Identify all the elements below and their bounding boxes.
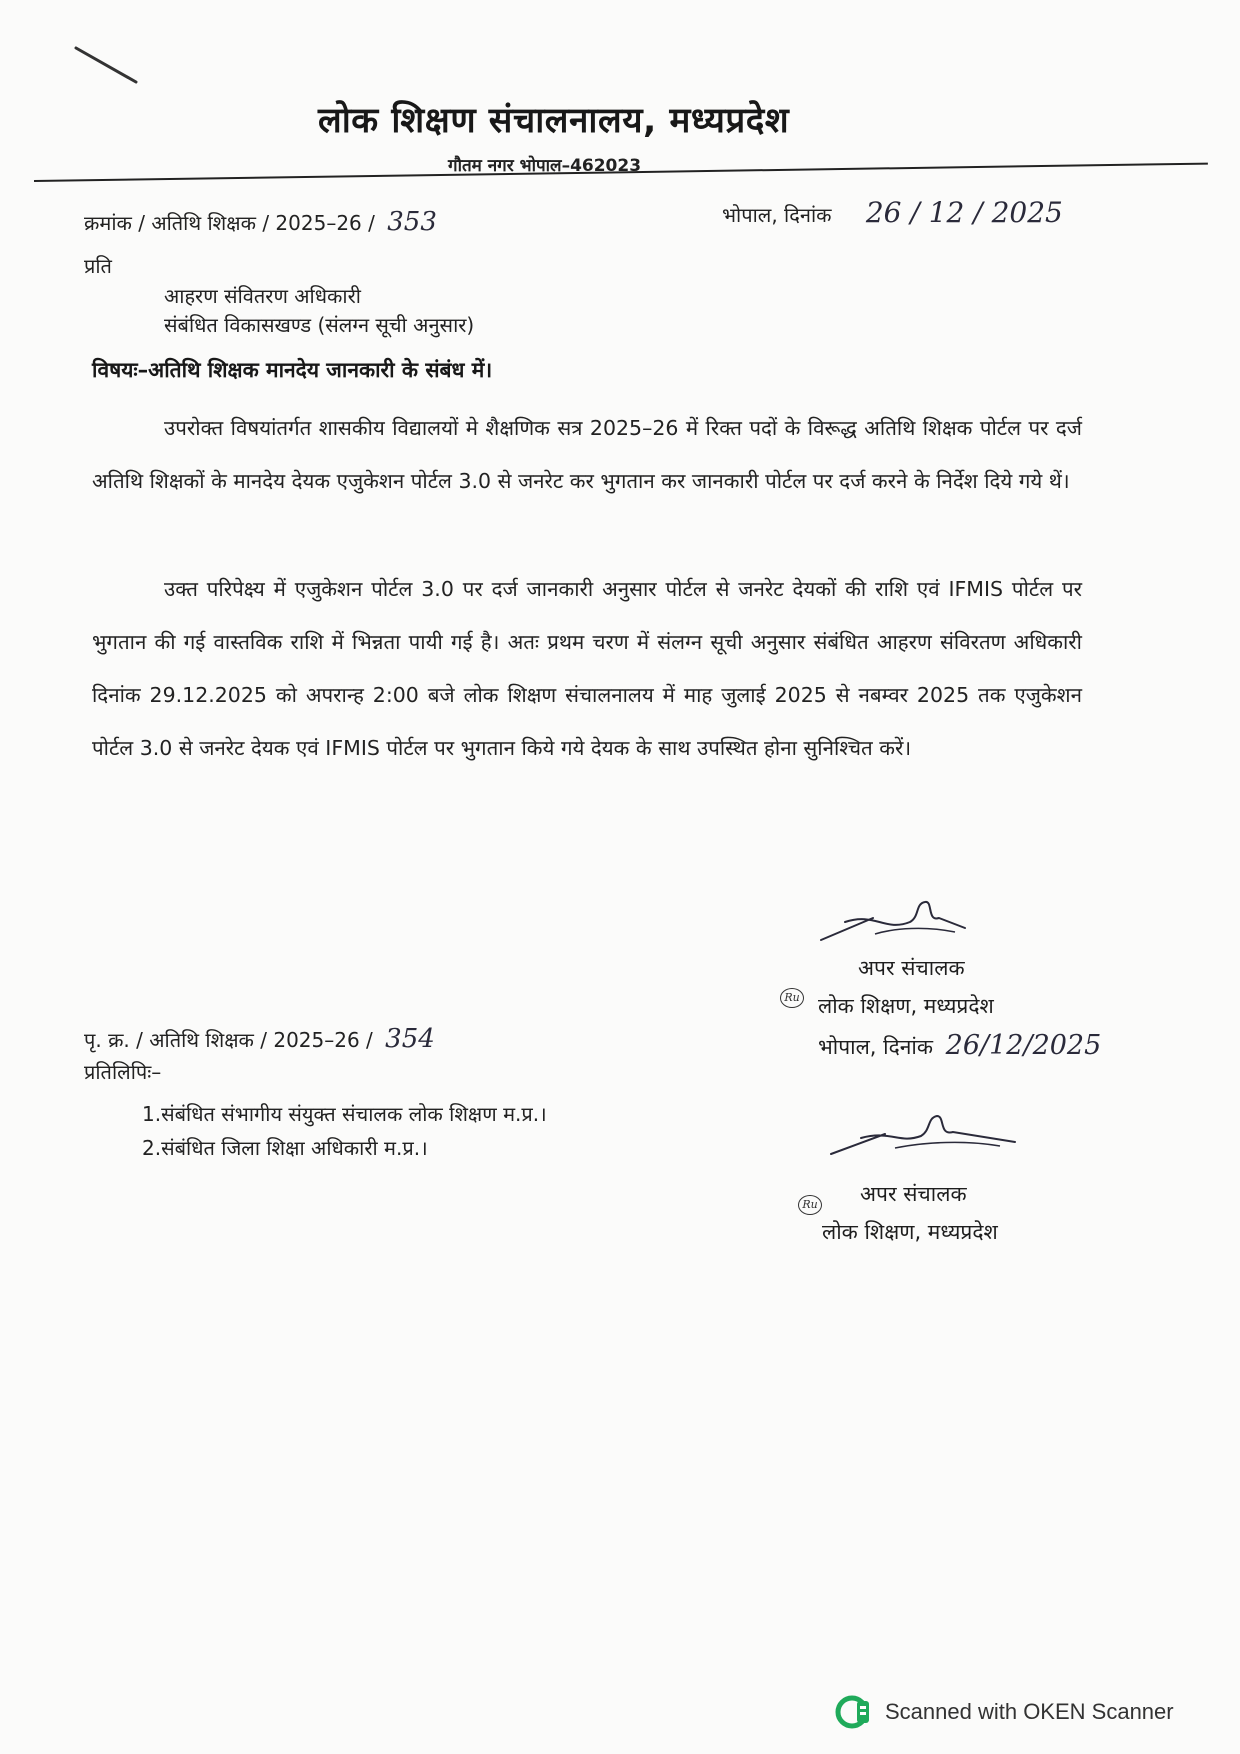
signature-2-office: लोक शिक्षण, मध्यप्रदेश	[822, 1220, 998, 1244]
office-title: लोक शिक्षण संचालनालय, मध्यप्रदेश	[318, 101, 790, 141]
signature-2-designation: अपर संचालक	[860, 1182, 967, 1206]
copy-reference-number	[84, 1024, 435, 1054]
reference-number-handwritten: 353	[387, 207, 437, 237]
scanner-watermark	[835, 1693, 1174, 1731]
signature-2-scribble	[825, 1108, 1025, 1168]
copy-item-1: 1.संबंधित संभागीय संयुक्त संचालक लोक शिक्षण म.प्र.।	[142, 1102, 547, 1126]
recipient-line-1: आहरण संवितरण अधिकारी	[164, 284, 361, 308]
signature-2-date-label: भोपाल, दिनांक	[818, 1035, 933, 1059]
reference-number	[84, 207, 437, 237]
copy-reference-number-handwritten: 354	[385, 1024, 435, 1054]
signature-1-office: लोक शिक्षण, मध्यप्रदेश	[818, 994, 994, 1018]
body-paragraph-2: उक्त परिपेक्ष्य में एजुकेशन पोर्टल 3.0 पर दर्ज जानकारी अनुसार पोर्टल से जनरेट देयकों की राशि एवं IFMIS पोर्टल पर भुगतान की गई वास्तविक राशि में भिन्नता पायी गई है। अतः प्रथम चरण में संलग्न सूची अनुसार संबंधित आहरण संविरतण अधिकारी दिनांक 29.12.2025 को अपरान्ह 2:00 बजे लोक शिक्षण संचालनालय में माह जुलाई 2025 से नबम्वर 2025 तक एजुकेशन पोर्टल 3.0 से जनरेट देयक एवं IFMIS पोर्टल पर भुगतान किये गये देयक के साथ उपस्थित होना सुनिश्चित करें।	[92, 577, 1082, 760]
signature-2-date-handwritten: 26/12/2025	[945, 1030, 1102, 1061]
signature-1-designation: अपर संचालक	[858, 956, 965, 980]
signature-2-initials-mark: Ru	[798, 1195, 822, 1215]
letter-date	[722, 196, 1063, 229]
copy-item-2: 2.संबंधित जिला शिक्षा अधिकारी म.प्र.।	[142, 1136, 428, 1160]
signature-1-initials-mark: Ru	[780, 988, 804, 1008]
copy-reference-prefix: पृ. क्र. / अतिथि शिक्षक / 2025–26 /	[84, 1028, 373, 1052]
copy-label: प्रतिलिपिः–	[84, 1060, 162, 1084]
recipient-line-2: संबंधित विकासखण्ड (संलग्न सूची अनुसार)	[164, 313, 475, 337]
signature-2-date	[818, 1030, 1101, 1061]
pen-mark-decoration	[72, 44, 142, 88]
to-label: प्रति	[84, 254, 112, 278]
office-address: गौतम नगर भोपाल–462023	[448, 156, 642, 176]
scanner-logo-icon	[835, 1695, 875, 1729]
signature-1-scribble	[815, 892, 975, 952]
body-paragraph-1: उपरोक्त विषयांतर्गत शासकीय विद्यालयों मे शैक्षणिक सत्र 2025–26 में रिक्त पदों के विरूद्ध अतिथि शिक्षक पोर्टल पर दर्ज अतिथि शिक्षकों के मानदेय देयक एजुकेशन पोर्टल 3.0 से जनरेट कर भुगतान कर जानकारी पोर्टल पर दर्ज करने के निर्देश दिये गये थें।	[92, 416, 1082, 493]
reference-prefix: क्रमांक / अतिथि शिक्षक / 2025–26 /	[84, 211, 375, 235]
date-label: भोपाल, दिनांक	[722, 203, 832, 227]
date-handwritten: 26 / 12 / 2025	[865, 196, 1063, 229]
subject-line: विषयः–अतिथि शिक्षक मानदेय जानकारी के संबंध में।	[92, 358, 493, 382]
scanner-text: Scanned with OKEN Scanner	[885, 1699, 1174, 1724]
